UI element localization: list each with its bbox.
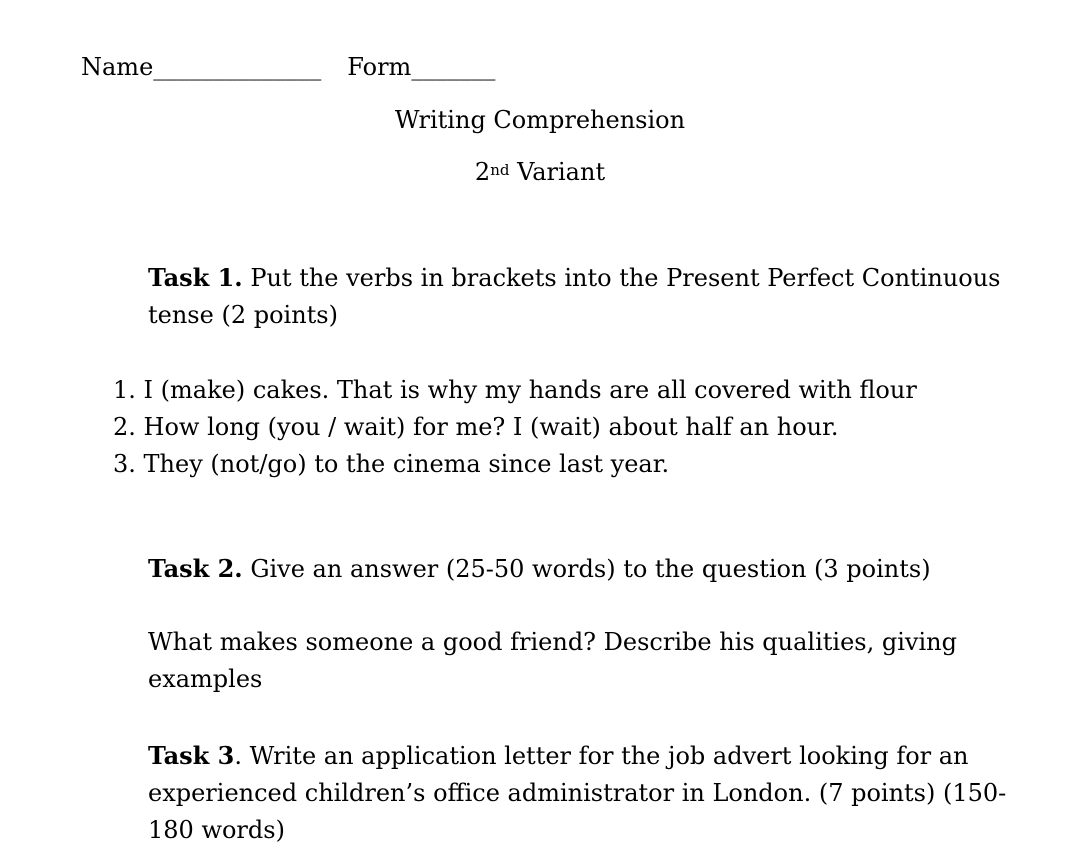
task1-label: Task 1. [148,263,243,292]
list-item [113,409,917,446]
task1-heading [148,259,1028,334]
task1-list [113,372,917,483]
item-number: 2. [113,413,136,441]
student-info-line [81,51,495,83]
list-item [113,446,917,483]
task2-label: Task 2. [148,554,243,583]
list-item [113,372,917,409]
item-text: They (not/go) to the cinema since last year. [143,450,670,478]
task2-heading [148,550,1028,588]
task3-instruction: . Write an application letter for the job advert looking for an experienced children’s office administrator in London. (7 points) (150-180 words) [148,742,1007,844]
variant-label: Variant [517,158,606,186]
item-number: 1. [113,376,136,404]
task3-label: Task 3 [148,741,235,770]
task1-instruction: Put the verbs in brackets into the Present Perfect Continuous tense (2 points) [148,264,1001,329]
task2-question: What makes someone a good friend? Describe his qualities, giving examples [148,628,957,693]
item-text: How long (you / wait) for me? I (wait) about half an hour. [143,413,839,441]
variant-number: 2 [474,158,491,186]
form-blank: _______ [411,53,496,81]
variant-suffix: nd [490,161,510,179]
form-label: Form [347,53,412,81]
item-number: 3. [113,450,136,478]
item-text: I (make) cakes. That is why my hands are all covered with flour [143,376,917,404]
name-label: Name [81,53,154,81]
variant-heading [0,155,1080,189]
task2-instruction: Give an answer (25-50 words) to the question (3 points) [250,555,931,583]
task3-heading [148,737,1028,849]
document-title: Writing Comprehension [394,106,686,134]
name-blank: ______________ [153,53,322,81]
